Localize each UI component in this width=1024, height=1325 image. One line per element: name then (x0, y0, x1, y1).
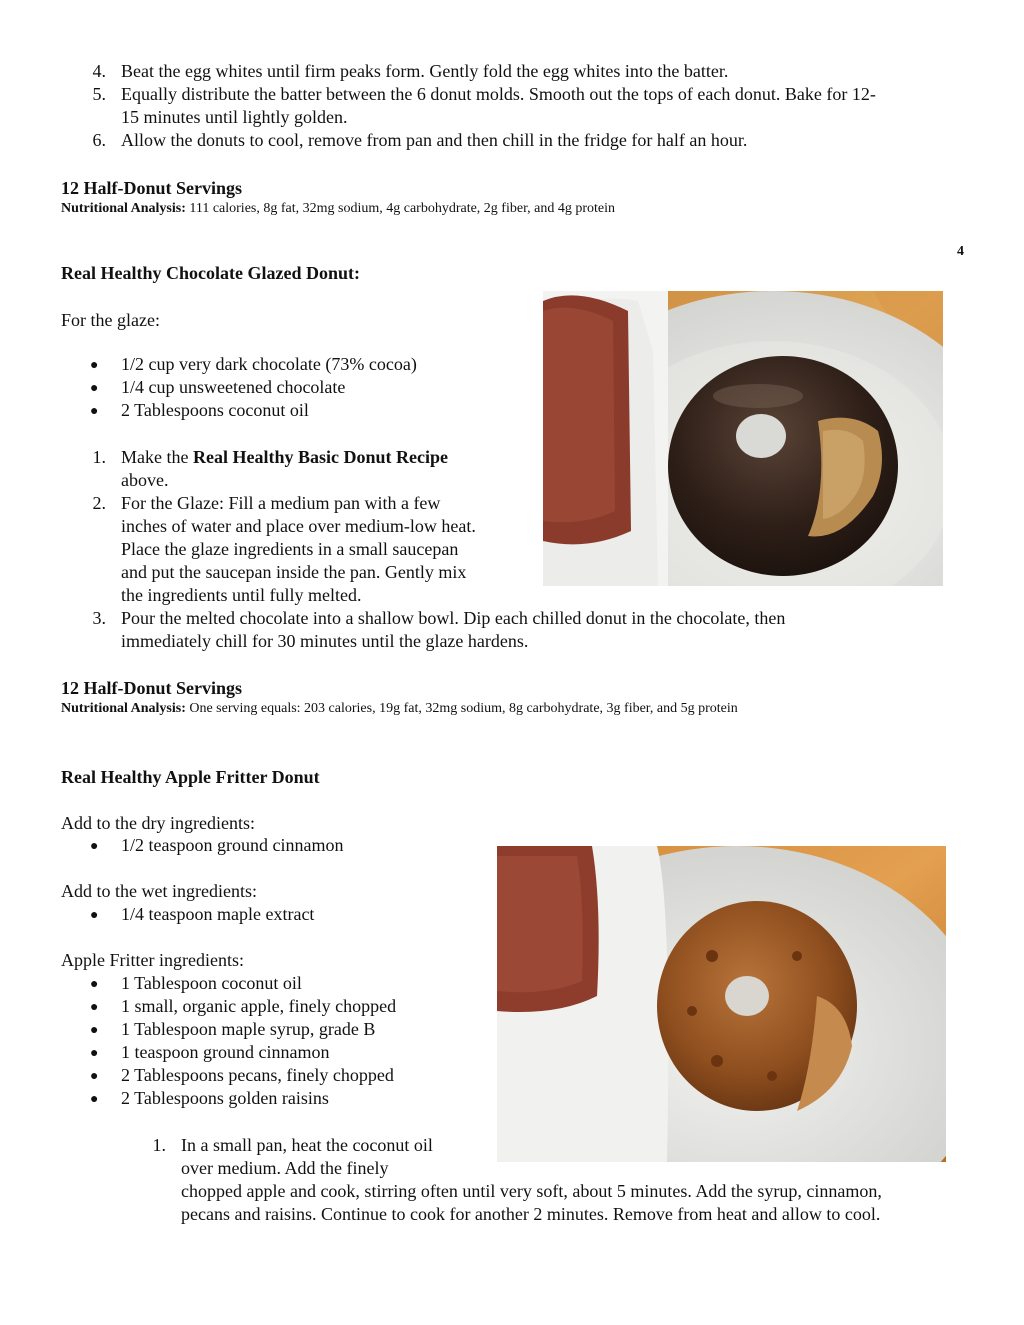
bullet-icon: ● (90, 1000, 99, 1015)
step-text: Place the glaze ingredients in a small saucepan (121, 539, 459, 559)
bullet-icon: ● (90, 404, 99, 419)
step-text: over medium. Add the finely (181, 1158, 389, 1178)
ingredient-text: 1/4 teaspoon maple extract (121, 904, 315, 924)
step-number: 3. (92, 608, 106, 628)
step-text: chopped apple and cook, stirring often until very soft, about 5 minutes. Add the syrup, cinnamon, (181, 1181, 882, 1201)
step-number: 4. (92, 61, 106, 81)
step-number: 2. (92, 493, 106, 513)
ingredient-text: 2 Tablespoons coconut oil (121, 400, 309, 420)
step-text: For the Glaze: Fill a medium pan with a few (121, 493, 441, 513)
step-text: Beat the egg whites until firm peaks form. Gently fold the egg whites into the batter. (121, 61, 729, 81)
apple-fritter-donut-photo (497, 846, 946, 1162)
ingredient-text: 1/2 cup very dark chocolate (73% cocoa) (121, 354, 417, 374)
step-text-pre: Make the (121, 447, 193, 467)
dry-intro: Add to the dry ingredients: (61, 813, 255, 833)
nutrition-text: 111 calories, 8g fat, 32mg sodium, 4g carbohydrate, 2g fiber, and 4g protein (189, 201, 616, 216)
step-number: 1. (92, 447, 106, 467)
ingredient-text: 1 Tablespoon coconut oil (121, 973, 302, 993)
step-text: Equally distribute the batter between the 6 donut molds. Smooth out the tops of each donut. Bake for 12- (121, 84, 876, 104)
step-text: Allow the donuts to cool, remove from pan and then chill in the fridge for half an hour. (121, 130, 748, 150)
step-text-cont: above. (121, 470, 169, 490)
bullet-icon: ● (90, 358, 99, 373)
bullet-icon: ● (90, 908, 99, 923)
bullet-icon: ● (90, 977, 99, 992)
chocolate-donut-photo (543, 291, 943, 586)
wet-intro: Add to the wet ingredients: (61, 881, 257, 901)
ingredient-text: 2 Tablespoons pecans, finely chopped (121, 1065, 394, 1085)
step-number: 6. (92, 130, 106, 150)
step-text: In a small pan, heat the coconut oil (181, 1135, 433, 1155)
step-text: inches of water and place over medium-low heat. (121, 516, 476, 536)
step-text: the ingredients until fully melted. (121, 585, 362, 605)
step-text-cont: 15 minutes until lightly golden. (121, 107, 348, 127)
recipe-reference: Real Healthy Basic Donut Recipe (192, 447, 448, 467)
fritter-title: Real Healthy Apple Fritter Donut (61, 767, 320, 787)
step-text: and put the saucepan inside the pan. Gently mix (121, 562, 467, 582)
step-text: Pour the melted chocolate into a shallow bowl. Dip each chilled donut in the chocolate, then (121, 608, 786, 628)
ingredient-text: 1/2 teaspoon ground cinnamon (121, 835, 344, 855)
nutrition-label: Nutritional Analysis: (61, 701, 186, 716)
ingredient-text: 2 Tablespoons golden raisins (121, 1088, 329, 1108)
glaze-intro: For the glaze: (61, 310, 160, 330)
page-number: 4 (957, 244, 964, 259)
nutrition-text: One serving equals: 203 calories, 19g fat, 32mg sodium, 8g carbohydrate, 3g fiber, and 5g protein (189, 701, 738, 716)
bullet-icon: ● (90, 1023, 99, 1038)
chocolate-nutrition (61, 700, 738, 718)
chocolate-title: Real Healthy Chocolate Glazed Donut: (61, 263, 360, 283)
bullet-icon: ● (90, 839, 99, 854)
bullet-icon: ● (90, 1092, 99, 1107)
bullet-icon: ● (90, 1069, 99, 1084)
ingredient-text: 1 Tablespoon maple syrup, grade B (121, 1019, 376, 1039)
step-text: pecans and raisins. Continue to cook for another 2 minutes. Remove from heat and allow to cool. (181, 1204, 881, 1224)
basic-nutrition (61, 200, 615, 218)
ingredient-text: 1 teaspoon ground cinnamon (121, 1042, 330, 1062)
bullet-icon: ● (90, 381, 99, 396)
step-number: 5. (92, 84, 106, 104)
ingredient-text: 1/4 cup unsweetened chocolate (121, 377, 346, 397)
chocolate-servings: 12 Half-Donut Servings (61, 678, 243, 698)
bullet-icon: ● (90, 1046, 99, 1061)
fritter-intro: Apple Fritter ingredients: (61, 950, 244, 970)
basic-servings: 12 Half-Donut Servings (61, 178, 243, 198)
nutrition-label: Nutritional Analysis: (61, 201, 186, 216)
step-text-cont: immediately chill for 30 minutes until the glaze hardens. (121, 631, 529, 651)
step-number: 1. (152, 1135, 166, 1155)
step-text (121, 446, 448, 469)
ingredient-text: 1 small, organic apple, finely chopped (121, 996, 397, 1016)
